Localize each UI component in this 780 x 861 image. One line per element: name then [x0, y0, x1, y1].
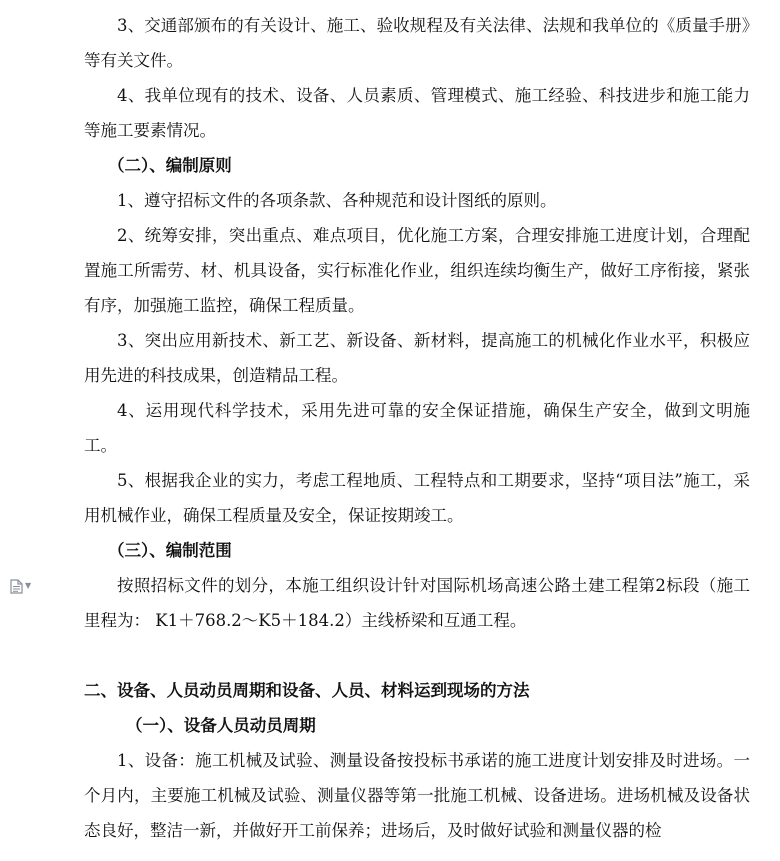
paragraph: 按照招标文件的划分，本施工组织设计针对国际机场高速公路土建工程第2标段（施工里程为： K1＋768.2～K5＋184.2）主线桥梁和互通工程。 — [84, 576, 750, 630]
paragraph: 4、我单位现有的技术、设备、人员素质、管理模式、施工经验、科技进步和施工能力等施工要素情况。 — [84, 86, 750, 140]
paragraph: 2、统筹安排，突出重点、难点项目，优化施工方案，合理安排施工进度计划，合理配置施工所需劳、材、机具设备，实行标准化作业，组织连续均衡生产，做好工序衔接，紧张有序，加强施工监控，确保工程质量。 — [84, 226, 750, 315]
paragraph: 4、运用现代科学技术，采用先进可靠的安全保证措施，确保生产安全，做到文明施工。 — [84, 401, 750, 455]
document-icon — [10, 579, 23, 594]
paragraph: 5、根据我企业的实力，考虑工程地质、工程特点和工期要求，坚持“项目法”施工，采用机械作业，确保工程质量及安全，保证按期竣工。 — [84, 471, 750, 525]
chapter-heading: 二、设备、人员动员周期和设备、人员、材料运到现场的方法 — [84, 681, 530, 700]
chevron-down-icon: ▼ — [25, 581, 32, 590]
paragraph: 3、交通部颁布的有关设计、施工、验收规程及有关法律、法规和我单位的《质量手册》等有关文件。 — [84, 16, 750, 70]
paragraph: 1、遵守招标文件的各项条款、各种规范和设计图纸的原则。 — [117, 191, 557, 210]
section-heading: （一）、设备人员动员周期 — [126, 716, 316, 735]
paragraph: 3、突出应用新技术、新工艺、新设备、新材料，提高施工的机械化作业水平，积极应用先进的科技成果，创造精品工程。 — [84, 331, 750, 385]
paragraph-marker[interactable] — [10, 578, 40, 594]
paragraph: 1、设备：施工机械及试验、测量设备按投标书承诺的施工进度计划安排及时进场。一个月内，主要施工机械及试验、测量仪器等第一批施工机械、设备进场。进场机械及设备状态良好，整洁一新，并做好开工前保养；进场后，及时做好试验和测量仪器的检 — [84, 751, 750, 840]
section-heading: （三）、编制范围 — [108, 541, 232, 560]
document-page — [84, 8, 750, 848]
section-heading: （二）、编制原则 — [108, 156, 232, 175]
